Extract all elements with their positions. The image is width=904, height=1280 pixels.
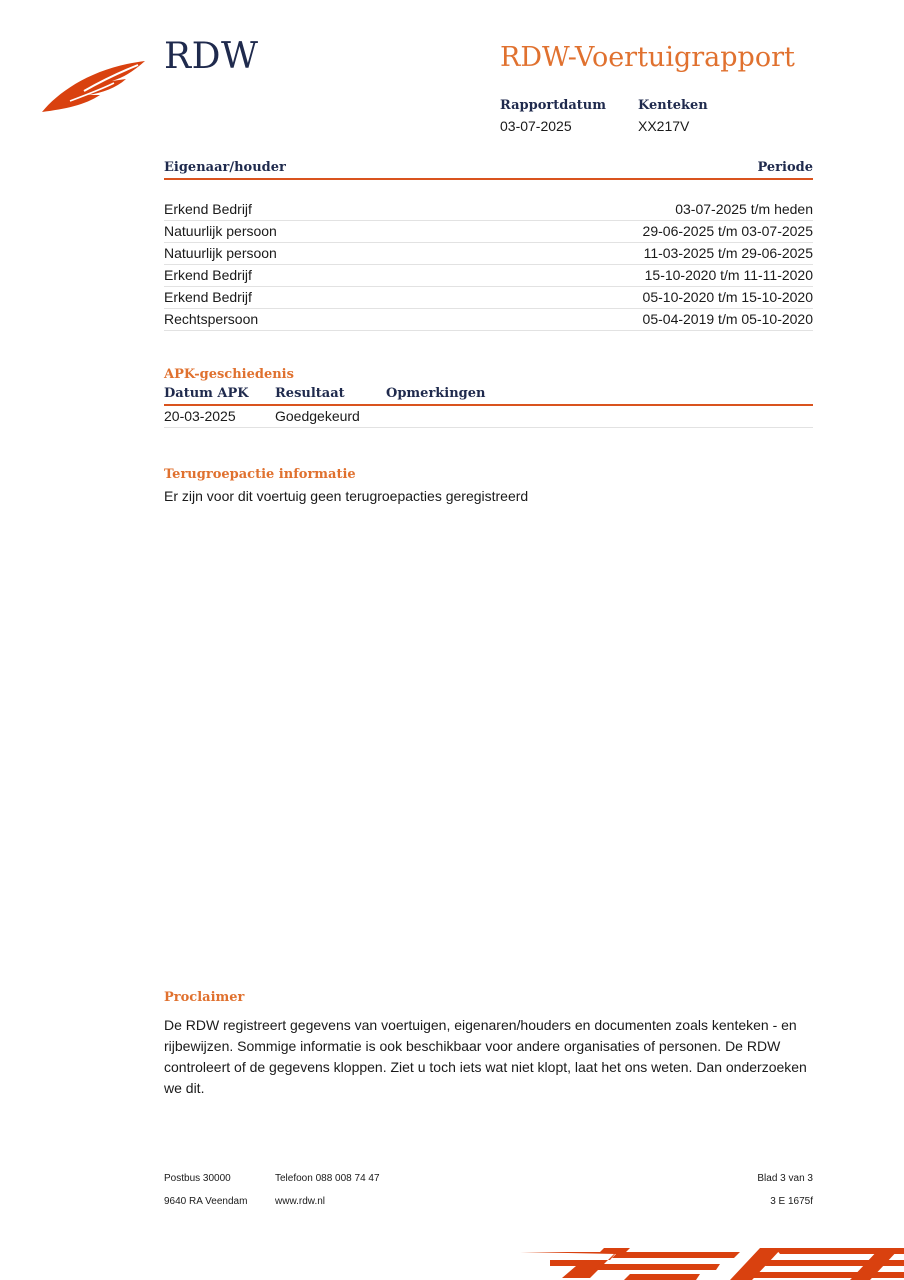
owner-cell: Erkend Bedrijf xyxy=(164,267,252,283)
rapportdatum-label: Rapportdatum xyxy=(500,98,606,113)
footer-code: 3 E 1675f xyxy=(770,1196,813,1207)
recall-text: Er zijn voor dit voertuig geen terugroepacties geregistreerd xyxy=(164,488,529,504)
apk-table-header xyxy=(164,386,813,406)
footer-postbus: Postbus 30000 xyxy=(164,1173,231,1184)
table-row xyxy=(164,199,813,221)
period-cell: 11-03-2025 t/m 29-06-2025 xyxy=(643,245,813,261)
apk-title: APK-geschiedenis xyxy=(164,367,294,382)
period-cell: 05-10-2020 t/m 15-10-2020 xyxy=(642,289,813,305)
kenteken-value: XX217V xyxy=(638,118,690,134)
owner-column-header: Eigenaar/houder xyxy=(164,160,286,175)
period-cell: 05-04-2019 t/m 05-10-2020 xyxy=(642,311,813,327)
footer-city: 9640 RA Veendam xyxy=(164,1196,248,1207)
period-cell: 15-10-2020 t/m 11-11-2020 xyxy=(644,267,813,283)
owner-cell: Erkend Bedrijf xyxy=(164,289,252,305)
period-cell: 29-06-2025 t/m 03-07-2025 xyxy=(642,223,813,239)
table-row xyxy=(164,221,813,243)
decorative-stripes-icon xyxy=(520,1244,904,1280)
owner-cell: Natuurlijk persoon xyxy=(164,223,277,239)
table-row xyxy=(164,309,813,331)
apk-result-cell: Goedgekeurd xyxy=(275,408,360,424)
apk-date-cell: 20-03-2025 xyxy=(164,408,236,424)
owner-cell: Natuurlijk persoon xyxy=(164,245,277,261)
table-row xyxy=(164,265,813,287)
apk-remarks-cell xyxy=(386,406,813,427)
proclaimer-text: De RDW registreert gegevens van voertuigen, eigenaren/houders en documenten zoals kenteken - en rijbewijzen. Sommige informatie is ook beschikbaar voor andere organisaties of personen. De RDW controleert of de gegevens kloppen. Ziet u toch iets wat niet klopt, laat het ons weten. Dan onderzoeken we dit. xyxy=(164,1017,807,1096)
period-column-header: Periode xyxy=(757,160,813,175)
apk-result-column-header: Resultaat xyxy=(275,386,345,401)
table-row xyxy=(164,406,813,428)
footer-website[interactable]: www.rdw.nl xyxy=(275,1196,326,1207)
apk-section xyxy=(164,367,813,428)
apk-date-column-header: Datum APK xyxy=(164,386,249,401)
period-cell: 03-07-2025 t/m heden xyxy=(675,201,813,217)
recall-section xyxy=(164,467,813,507)
owners-table xyxy=(164,160,813,331)
owner-cell: Rechtspersoon xyxy=(164,311,259,327)
kenteken-label: Kenteken xyxy=(638,98,708,113)
table-row xyxy=(164,243,813,265)
rapportdatum-value: 03-07-2025 xyxy=(500,118,572,134)
rdw-logo-icon xyxy=(40,55,148,115)
table-row xyxy=(164,287,813,309)
logo-text: RDW xyxy=(164,36,259,77)
proclaimer-section xyxy=(164,990,813,1099)
footer-phone: Telefoon 088 008 74 47 xyxy=(275,1173,380,1184)
proclaimer-title: Proclaimer xyxy=(164,990,245,1005)
recall-title: Terugroepactie informatie xyxy=(164,467,356,482)
footer-page-number: Blad 3 van 3 xyxy=(757,1173,813,1184)
report-title: RDW-Voertuigrapport xyxy=(500,42,795,73)
owner-cell: Erkend Bedrijf xyxy=(164,201,252,217)
apk-remarks-column-header: Opmerkingen xyxy=(386,386,486,401)
owners-table-header xyxy=(164,160,813,180)
